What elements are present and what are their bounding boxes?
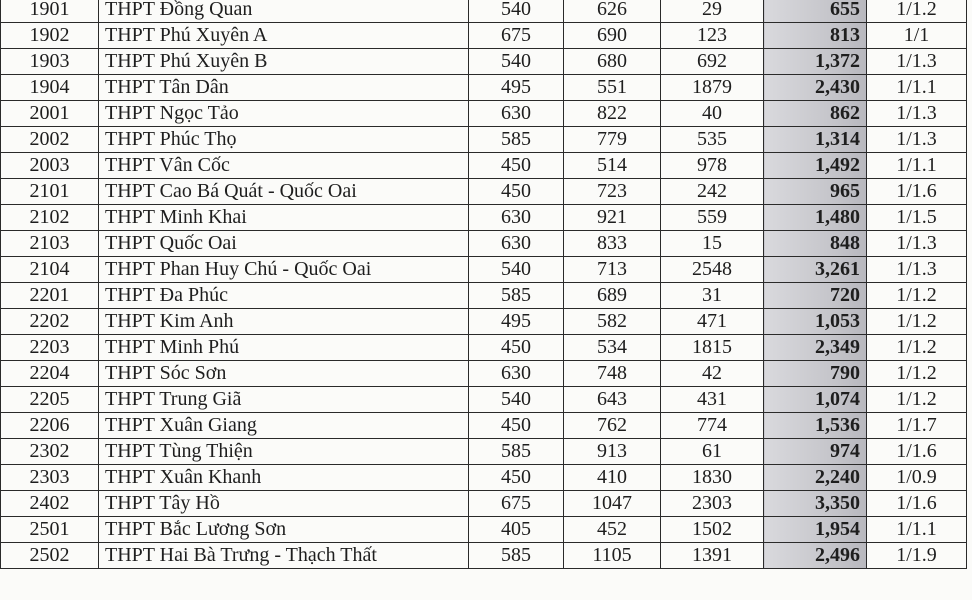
total-cell: 2,496	[764, 543, 867, 569]
second-choice-cell: 774	[661, 413, 764, 439]
school-code-cell: 2204	[1, 361, 99, 387]
first-choice-cell: 680	[564, 49, 661, 75]
ratio-cell: 1/1.2	[867, 0, 967, 23]
ratio-cell: 1/1.3	[867, 127, 967, 153]
first-choice-cell: 452	[564, 517, 661, 543]
ratio-cell: 1/1.1	[867, 75, 967, 101]
quota-cell: 585	[469, 127, 564, 153]
quota-cell: 540	[469, 387, 564, 413]
ratio-cell: 1/1.2	[867, 283, 967, 309]
ratio-cell: 1/1.2	[867, 335, 967, 361]
total-cell: 790	[764, 361, 867, 387]
quota-cell: 585	[469, 439, 564, 465]
school-code-cell: 2001	[1, 101, 99, 127]
second-choice-cell: 242	[661, 179, 764, 205]
school-name-cell: THPT Quốc Oai	[99, 231, 469, 257]
table-row	[1, 23, 967, 49]
ratio-cell: 1/1.6	[867, 491, 967, 517]
second-choice-cell: 123	[661, 23, 764, 49]
quota-cell: 630	[469, 231, 564, 257]
quota-cell: 630	[469, 361, 564, 387]
quota-cell: 585	[469, 283, 564, 309]
quota-cell: 540	[469, 257, 564, 283]
school-code-cell: 2501	[1, 517, 99, 543]
first-choice-cell: 410	[564, 465, 661, 491]
quota-cell: 405	[469, 517, 564, 543]
school-name-cell: THPT Đa Phúc	[99, 283, 469, 309]
table-row	[1, 231, 967, 257]
total-cell: 848	[764, 231, 867, 257]
ratio-cell: 1/1.3	[867, 257, 967, 283]
table-row	[1, 439, 967, 465]
second-choice-cell: 40	[661, 101, 764, 127]
quota-cell: 585	[469, 543, 564, 569]
total-cell: 3,261	[764, 257, 867, 283]
table-row	[1, 413, 967, 439]
table-row	[1, 361, 967, 387]
total-cell: 720	[764, 283, 867, 309]
table-row	[1, 491, 967, 517]
school-code-cell: 1901	[1, 0, 99, 23]
school-name-cell: THPT Kim Anh	[99, 309, 469, 335]
table-row	[1, 179, 967, 205]
school-name-cell: THPT Phú Xuyên B	[99, 49, 469, 75]
ratio-cell: 1/1.1	[867, 153, 967, 179]
ratio-cell: 1/1.6	[867, 179, 967, 205]
school-code-cell: 1904	[1, 75, 99, 101]
ratio-cell: 1/1.5	[867, 205, 967, 231]
ratio-cell: 1/1.3	[867, 231, 967, 257]
first-choice-cell: 921	[564, 205, 661, 231]
school-code-cell: 2202	[1, 309, 99, 335]
total-cell: 1,492	[764, 153, 867, 179]
first-choice-cell: 762	[564, 413, 661, 439]
ratio-cell: 1/0.9	[867, 465, 967, 491]
second-choice-cell: 2548	[661, 257, 764, 283]
table-row	[1, 517, 967, 543]
quota-cell: 675	[469, 491, 564, 517]
first-choice-cell: 689	[564, 283, 661, 309]
school-name-cell: THPT Tây Hồ	[99, 491, 469, 517]
second-choice-cell: 978	[661, 153, 764, 179]
ratio-cell: 1/1.2	[867, 361, 967, 387]
second-choice-cell: 1815	[661, 335, 764, 361]
quota-cell: 495	[469, 309, 564, 335]
table-row	[1, 335, 967, 361]
first-choice-cell: 723	[564, 179, 661, 205]
quota-cell: 450	[469, 179, 564, 205]
table-row	[1, 257, 967, 283]
table-row	[1, 465, 967, 491]
table-row	[1, 127, 967, 153]
school-name-cell: THPT Xuân Giang	[99, 413, 469, 439]
quota-cell: 630	[469, 101, 564, 127]
second-choice-cell: 29	[661, 0, 764, 23]
school-code-cell: 2205	[1, 387, 99, 413]
school-name-cell: THPT Ngọc Tảo	[99, 101, 469, 127]
school-name-cell: THPT Sóc Sơn	[99, 361, 469, 387]
second-choice-cell: 559	[661, 205, 764, 231]
total-cell: 1,053	[764, 309, 867, 335]
school-name-cell: THPT Hai Bà Trưng - Thạch Thất	[99, 543, 469, 569]
second-choice-cell: 692	[661, 49, 764, 75]
first-choice-cell: 582	[564, 309, 661, 335]
table-row	[1, 543, 967, 569]
table-row	[1, 205, 967, 231]
total-cell: 1,314	[764, 127, 867, 153]
school-name-cell: THPT Phúc Thọ	[99, 127, 469, 153]
total-cell: 1,480	[764, 205, 867, 231]
school-code-cell: 2502	[1, 543, 99, 569]
school-name-cell: THPT Minh Khai	[99, 205, 469, 231]
first-choice-cell: 643	[564, 387, 661, 413]
total-cell: 965	[764, 179, 867, 205]
school-name-cell: THPT Vân Cốc	[99, 153, 469, 179]
quota-cell: 540	[469, 49, 564, 75]
ratio-cell: 1/1.2	[867, 309, 967, 335]
ratio-cell: 1/1.7	[867, 413, 967, 439]
second-choice-cell: 535	[661, 127, 764, 153]
second-choice-cell: 61	[661, 439, 764, 465]
table-row	[1, 309, 967, 335]
ratio-cell: 1/1	[867, 23, 967, 49]
quota-cell: 450	[469, 413, 564, 439]
first-choice-cell: 822	[564, 101, 661, 127]
school-name-cell: THPT Phan Huy Chú - Quốc Oai	[99, 257, 469, 283]
school-code-cell: 2103	[1, 231, 99, 257]
total-cell: 813	[764, 23, 867, 49]
quota-cell: 495	[469, 75, 564, 101]
school-name-cell: THPT Tùng Thiện	[99, 439, 469, 465]
first-choice-cell: 690	[564, 23, 661, 49]
quota-cell: 540	[469, 0, 564, 23]
second-choice-cell: 471	[661, 309, 764, 335]
school-code-cell: 2203	[1, 335, 99, 361]
school-code-cell: 2302	[1, 439, 99, 465]
total-cell: 2,349	[764, 335, 867, 361]
school-name-cell: THPT Minh Phú	[99, 335, 469, 361]
second-choice-cell: 15	[661, 231, 764, 257]
total-cell: 1,074	[764, 387, 867, 413]
second-choice-cell: 31	[661, 283, 764, 309]
second-choice-cell: 431	[661, 387, 764, 413]
second-choice-cell: 1830	[661, 465, 764, 491]
first-choice-cell: 779	[564, 127, 661, 153]
school-name-cell: THPT Trung Giã	[99, 387, 469, 413]
first-choice-cell: 833	[564, 231, 661, 257]
table-row	[1, 49, 967, 75]
total-cell: 655	[764, 0, 867, 23]
school-code-cell: 2201	[1, 283, 99, 309]
school-name-cell: THPT Cao Bá Quát - Quốc Oai	[99, 179, 469, 205]
school-code-cell: 2002	[1, 127, 99, 153]
total-cell: 1,536	[764, 413, 867, 439]
total-cell: 2,430	[764, 75, 867, 101]
first-choice-cell: 913	[564, 439, 661, 465]
total-cell: 2,240	[764, 465, 867, 491]
school-name-cell: THPT Tân Dân	[99, 75, 469, 101]
school-code-cell: 2101	[1, 179, 99, 205]
table-body	[1, 0, 967, 569]
total-cell: 1,954	[764, 517, 867, 543]
school-code-cell: 1902	[1, 23, 99, 49]
school-name-cell: THPT Đồng Quan	[99, 0, 469, 23]
total-cell: 974	[764, 439, 867, 465]
school-name-cell: THPT Phú Xuyên A	[99, 23, 469, 49]
first-choice-cell: 1047	[564, 491, 661, 517]
table-row	[1, 283, 967, 309]
ratio-cell: 1/1.3	[867, 49, 967, 75]
second-choice-cell: 1879	[661, 75, 764, 101]
quota-cell: 450	[469, 335, 564, 361]
table-row	[1, 75, 967, 101]
school-code-cell: 2003	[1, 153, 99, 179]
quota-cell: 450	[469, 465, 564, 491]
first-choice-cell: 514	[564, 153, 661, 179]
school-name-cell: THPT Xuân Khanh	[99, 465, 469, 491]
ratio-cell: 1/1.1	[867, 517, 967, 543]
school-code-cell: 2402	[1, 491, 99, 517]
table-row	[1, 101, 967, 127]
second-choice-cell: 42	[661, 361, 764, 387]
school-code-cell: 1903	[1, 49, 99, 75]
ratio-cell: 1/1.9	[867, 543, 967, 569]
quota-cell: 450	[469, 153, 564, 179]
school-code-cell: 2303	[1, 465, 99, 491]
first-choice-cell: 1105	[564, 543, 661, 569]
school-code-cell: 2102	[1, 205, 99, 231]
quota-cell: 675	[469, 23, 564, 49]
ratio-cell: 1/1.2	[867, 387, 967, 413]
school-name-cell: THPT Bắc Lương Sơn	[99, 517, 469, 543]
table-row	[1, 387, 967, 413]
table-row	[1, 0, 967, 23]
first-choice-cell: 626	[564, 0, 661, 23]
school-code-cell: 2206	[1, 413, 99, 439]
second-choice-cell: 1502	[661, 517, 764, 543]
ratio-cell: 1/1.3	[867, 101, 967, 127]
total-cell: 862	[764, 101, 867, 127]
first-choice-cell: 551	[564, 75, 661, 101]
ratio-cell: 1/1.6	[867, 439, 967, 465]
total-cell: 1,372	[764, 49, 867, 75]
second-choice-cell: 1391	[661, 543, 764, 569]
first-choice-cell: 534	[564, 335, 661, 361]
quota-cell: 630	[469, 205, 564, 231]
first-choice-cell: 713	[564, 257, 661, 283]
school-code-cell: 2104	[1, 257, 99, 283]
total-cell: 3,350	[764, 491, 867, 517]
first-choice-cell: 748	[564, 361, 661, 387]
second-choice-cell: 2303	[661, 491, 764, 517]
table-row	[1, 153, 967, 179]
